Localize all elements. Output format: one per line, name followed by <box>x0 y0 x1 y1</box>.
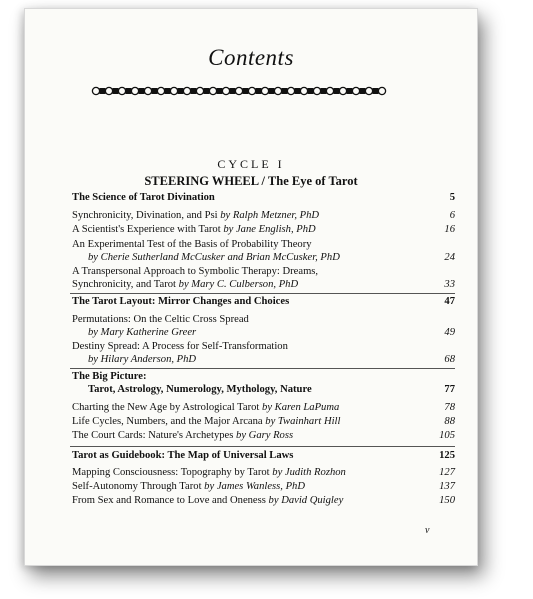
ornament-circle-icon <box>248 87 255 94</box>
entry-page: 127 <box>439 467 455 478</box>
ornament-square-icon <box>360 88 366 94</box>
section-divider <box>70 446 455 447</box>
entry-author: by Hilary Anderson, PhD <box>88 353 197 365</box>
ornament-circle-icon <box>235 87 242 94</box>
entry-title: Destiny Spread: A Process for Self-Transformation <box>72 341 288 352</box>
section-title: Tarot as Guidebook: The Map of Universal Laws <box>72 450 294 461</box>
ornament-circle-icon <box>313 87 320 94</box>
entry-author: by Cherie Sutherland McCusker and Brian McCusker, PhD <box>88 251 340 263</box>
ornament-square-icon <box>282 88 288 94</box>
ornament-circle-icon <box>222 87 229 94</box>
section-title: The Tarot Layout: Mirror Changes and Choices <box>72 296 290 307</box>
section-title-line2: Tarot, Astrology, Numerology, Mythology, Nature <box>88 383 312 395</box>
ornament-square-icon <box>126 88 132 94</box>
entry-page: 150 <box>439 495 455 506</box>
ornament-circle-icon <box>300 87 307 94</box>
ornament-circle-icon <box>196 87 203 94</box>
section-title: The Big Picture: <box>72 371 147 382</box>
section-divider <box>70 368 455 369</box>
section-title: The Science of Tarot Divination <box>72 192 215 203</box>
entry-title: Synchronicity, Divination, and Psi <box>72 210 221 221</box>
ornament-square-icon <box>204 88 210 94</box>
entry-author: by Mary C. Culberson, PhD <box>178 278 299 290</box>
ornament-square-icon <box>139 88 145 94</box>
ornament-circle-icon <box>92 87 99 94</box>
ornament-square-icon <box>308 88 314 94</box>
entry-page: 16 <box>444 224 455 235</box>
entry-title: From Sex and Romance to Love and Oneness <box>72 495 269 506</box>
ornament-square-icon <box>373 88 379 94</box>
ornament-square-icon <box>191 88 197 94</box>
ornament-circle-icon <box>339 87 346 94</box>
ornament-square-icon <box>100 88 106 94</box>
entry-page: 68 <box>444 353 455 365</box>
entry-page: 33 <box>444 278 455 290</box>
entry-title: Mapping Consciousness: Topography by Tarot <box>72 467 273 478</box>
ornament-circle-icon <box>326 87 333 94</box>
entry-page: 137 <box>439 481 455 492</box>
page-title: Contents <box>208 45 294 70</box>
entry-title: Charting the New Age by Astrological Tarot <box>72 402 263 413</box>
entry-page: 6 <box>449 210 455 221</box>
cycle-title: STEERING WHEEL / The Eye of Tarot <box>144 174 358 188</box>
ornament-square-icon <box>256 88 262 94</box>
page-folio: v <box>425 525 430 536</box>
ornament-square-icon <box>243 88 249 94</box>
entry-title: Self-Autonomy Through Tarot <box>72 481 205 492</box>
entry-author: by Ralph Metzner, PhD <box>220 210 320 221</box>
ornament-circle-icon <box>274 87 281 94</box>
ornament-square-icon <box>321 88 327 94</box>
entry-page: 49 <box>444 326 455 338</box>
entry-page: 78 <box>444 402 455 413</box>
ornament-circle-icon <box>144 87 151 94</box>
entry-title-line2: Synchronicity, and Tarot <box>72 278 179 290</box>
ornament-square-icon <box>347 88 353 94</box>
section-page: 125 <box>439 450 455 461</box>
entry-author: by Mary Katherine Greer <box>88 326 197 338</box>
entry-author: by James Wanless, PhD <box>204 481 305 492</box>
ornament-square-icon <box>217 88 223 94</box>
ornament-square-icon <box>152 88 158 94</box>
entry-author: by David Quigley <box>268 495 344 506</box>
cycle-number: CYCLE I <box>217 157 285 171</box>
entry-page: 88 <box>444 416 455 427</box>
ornament-circle-icon <box>157 87 164 94</box>
ornament-circle-icon <box>209 87 216 94</box>
ornament-circle-icon <box>365 87 372 94</box>
entry-author: by Jane English, PhD <box>223 224 316 235</box>
ornament-circle-icon <box>118 87 125 94</box>
section-page: 77 <box>444 383 455 395</box>
entry-author: by Twainhart Hill <box>265 416 341 427</box>
ornament-circle-icon <box>352 87 359 94</box>
ornament-circle-icon <box>378 87 385 94</box>
entry-page: 105 <box>439 430 455 441</box>
ornament-circle-icon <box>105 87 112 94</box>
entry-author: by Karen LaPuma <box>262 402 340 413</box>
entry-title: The Court Cards: Nature's Archetypes <box>72 430 237 441</box>
ornament-square-icon <box>269 88 275 94</box>
entry-title: Permutations: On the Celtic Cross Spread <box>72 314 249 325</box>
entry-title: A Scientist's Experience with Tarot <box>72 224 224 235</box>
ornament-circle-icon <box>131 87 138 94</box>
ornament-circle-icon <box>170 87 177 94</box>
entry-author: by Judith Rozhon <box>272 467 346 478</box>
book-page <box>24 8 478 566</box>
entry-title: Life Cycles, Numbers, and the Major Arcana <box>72 416 266 427</box>
ornament-circle-icon <box>287 87 294 94</box>
ornament-circle-icon <box>183 87 190 94</box>
ornament-square-icon <box>165 88 171 94</box>
section-page: 47 <box>444 296 455 307</box>
ornament-square-icon <box>334 88 340 94</box>
ornament-square-icon <box>178 88 184 94</box>
ornament-square-icon <box>295 88 301 94</box>
ornament-circle-icon <box>261 87 268 94</box>
entry-page: 24 <box>444 251 455 263</box>
entry-title: An Experimental Test of the Basis of Probability Theory <box>72 239 312 250</box>
entry-author: by Gary Ross <box>236 430 294 441</box>
section-divider <box>70 293 455 294</box>
section-page: 5 <box>449 192 455 203</box>
ornament-square-icon <box>113 88 119 94</box>
ornament-divider-icon <box>91 86 389 96</box>
ornament-square-icon <box>230 88 236 94</box>
entry-title: A Transpersonal Approach to Symbolic Therapy: Dreams, <box>72 266 319 277</box>
